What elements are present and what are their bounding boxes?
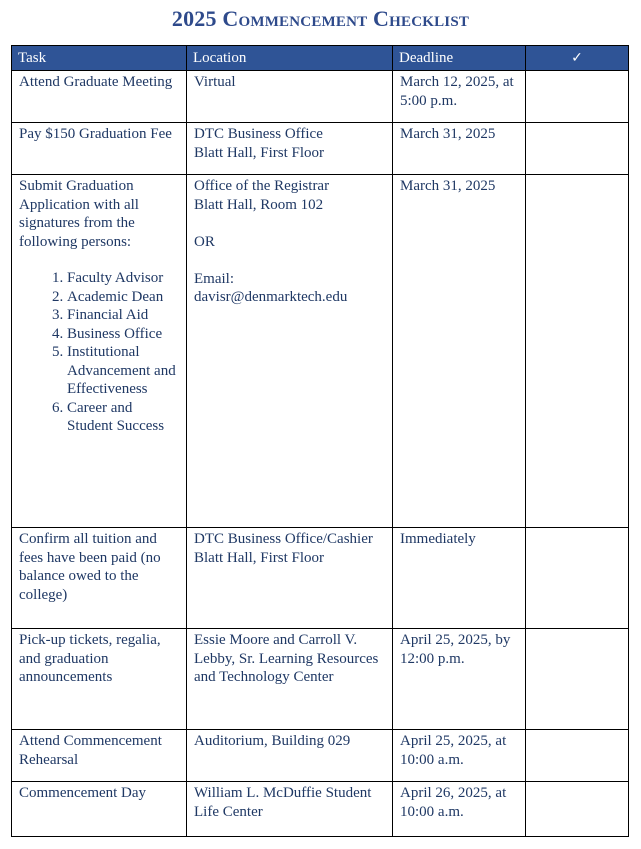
check-cell[interactable] [526, 71, 629, 123]
header-checkmark-icon: ✓ [526, 46, 629, 71]
location-cell [187, 730, 393, 782]
check-cell[interactable] [526, 782, 629, 837]
document-title: 2025 Commencement Checklist [171, 6, 470, 31]
location-cell [187, 528, 393, 629]
location-cell [187, 629, 393, 730]
task-cell: Commencement Day [12, 782, 187, 837]
task-cell: Confirm all tuition and fees have been paid (no balance owed to the college) [12, 528, 187, 629]
deadline-cell: Immediately [393, 528, 526, 629]
list-item: 6. Career and Student Success [67, 399, 180, 436]
location-line: William L. McDuffie Student Life Center [194, 785, 372, 820]
table-row [12, 730, 629, 782]
header-location: Location [187, 46, 393, 71]
location-line: DTC Business Office [194, 126, 323, 142]
task-cell: Attend Commencement Rehearsal [12, 730, 187, 782]
location-line: Virtual [194, 74, 236, 90]
table-row [12, 782, 629, 837]
location-line: Blatt Hall, First Floor [194, 144, 325, 161]
task-cell [12, 175, 187, 528]
location-line: DTC Business Office/Cashier [194, 531, 373, 547]
table-row [12, 629, 629, 730]
header-row [12, 46, 629, 71]
deadline-cell: March 12, 2025, at 5:00 p.m. [393, 71, 526, 123]
list-item: 5. Institutional Advancement and Effectiveness [67, 343, 180, 399]
task-cell: Pay $150 Graduation Fee [12, 123, 187, 175]
check-cell[interactable] [526, 528, 629, 629]
task-text: Submit Graduation Application with all signatures from the following persons: [19, 178, 139, 250]
location-or: OR [194, 233, 215, 250]
location-line: Essie Moore and Carroll V. Lebby, Sr. Learning Resources and Technology Center [194, 632, 379, 685]
location-cell [187, 782, 393, 837]
deadline-cell: April 26, 2025, at 10:00 a.m. [393, 782, 526, 837]
table-row [12, 528, 629, 629]
check-cell[interactable] [526, 730, 629, 782]
deadline-cell: April 25, 2025, by 12:00 p.m. [393, 629, 526, 730]
table-row [12, 175, 629, 528]
table-row [12, 71, 629, 123]
table-row [12, 123, 629, 175]
list-item: 4. Business Office [67, 325, 180, 344]
check-cell[interactable] [526, 123, 629, 175]
check-cell[interactable] [526, 175, 629, 528]
check-cell[interactable] [526, 629, 629, 730]
list-item: 3. Financial Aid [67, 306, 180, 325]
list-item: 1. Faculty Advisor [67, 269, 180, 288]
location-cell [187, 71, 393, 123]
header-deadline: Deadline [393, 46, 526, 71]
email-address[interactable]: davisr@denmarktech.edu [194, 289, 348, 305]
deadline-cell: March 31, 2025 [393, 123, 526, 175]
location-cell [187, 123, 393, 175]
location-line: Auditorium, Building 029 [194, 733, 351, 749]
header-task: Task [12, 46, 187, 71]
deadline-cell: March 31, 2025 [393, 175, 526, 528]
signature-list [19, 269, 180, 436]
checklist-table [11, 45, 629, 837]
location-line: Blatt Hall, Room 102 [194, 196, 324, 213]
location-cell [187, 175, 393, 528]
email-label: Email: [194, 270, 234, 287]
task-cell: Attend Graduate Meeting [12, 71, 187, 123]
location-line: Blatt Hall, First Floor [194, 549, 325, 566]
deadline-cell: April 25, 2025, at 10:00 a.m. [393, 730, 526, 782]
task-cell: Pick-up tickets, regalia, and graduation announcements [12, 629, 187, 730]
location-line: Office of the Registrar [194, 178, 330, 194]
list-item: 2. Academic Dean [67, 288, 180, 307]
